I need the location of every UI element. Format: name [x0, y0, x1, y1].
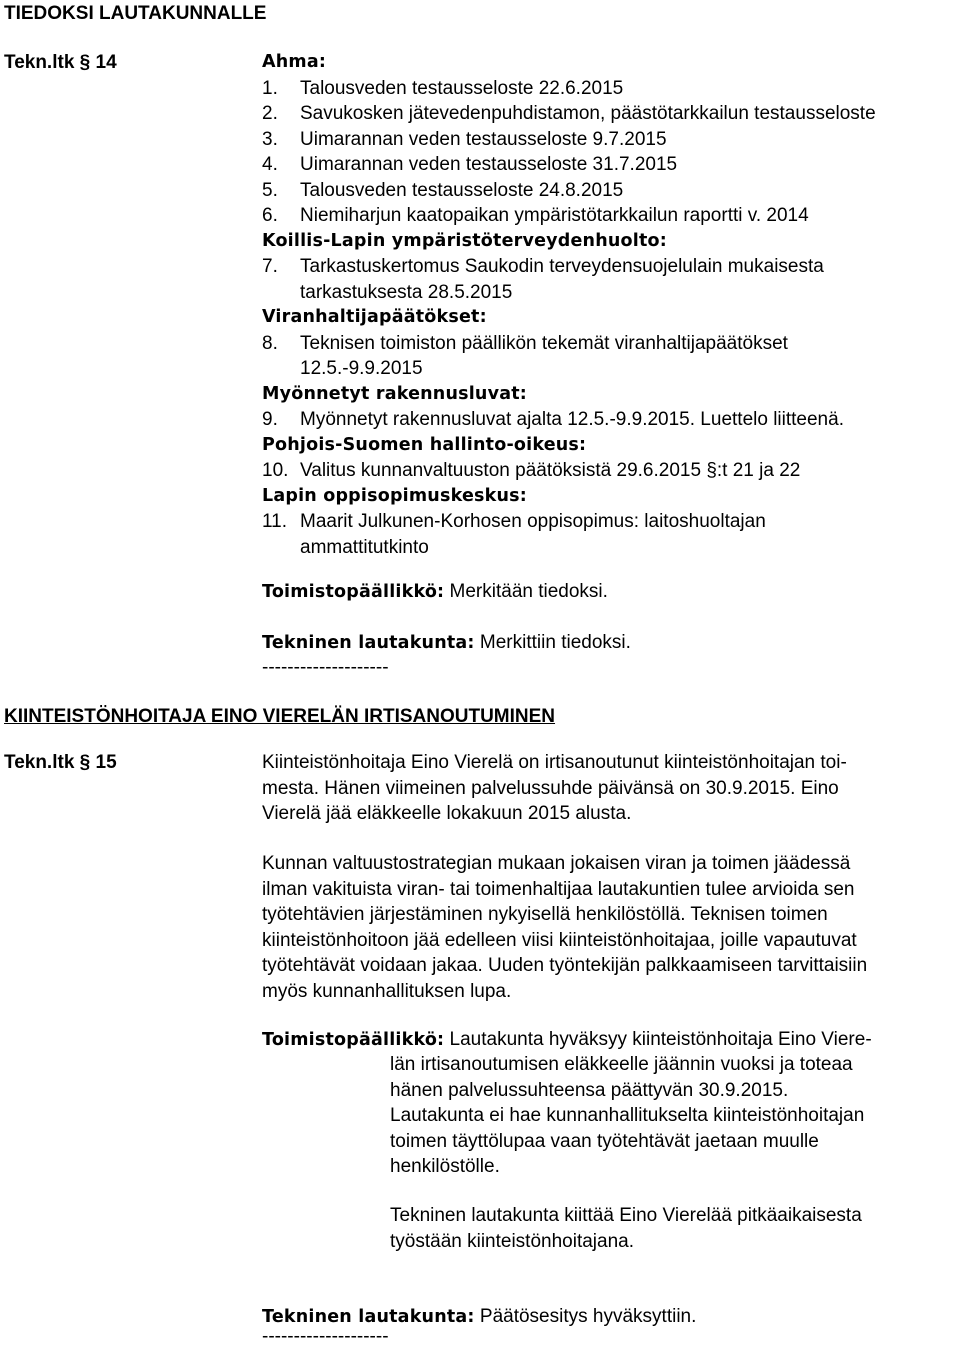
- proposal-text: Lautakunta hyväksyy kiinteistönhoitaja Eino Viere-: [449, 1029, 872, 1050]
- decision-text: Päätösesitys hyväksyttiin.: [479, 1306, 697, 1327]
- list-item: [262, 331, 876, 382]
- item-text: Tarkastuskertomus Saukodin terveydensuojelulain mukaisesta: [300, 256, 824, 277]
- proposal-label: Toimistopäällikkö:: [262, 582, 445, 602]
- list-item: [262, 101, 876, 127]
- proposal-label: Toimistopäällikkö:: [262, 1030, 445, 1050]
- text-line: työtehtävien järjestäminen nykyisellä henkilöstöllä. Teknisen toimen: [262, 904, 828, 925]
- section-heading: KIINTEISTÖNHOITAJA EINO VIERELÄN IRTISANOUTUMINEN: [4, 706, 556, 727]
- paragraph: [262, 750, 952, 827]
- item-text: ammattitutkinto: [300, 536, 429, 558]
- text-line: mesta. Hänen viimeinen palvelussuhde päivänsä on 30.9.2015. Eino: [262, 777, 839, 799]
- item-number: 4.: [262, 154, 278, 175]
- text-line: myös kunnanhallituksen lupa.: [262, 980, 512, 1002]
- item-text: Teknisen toimiston päällikön tekemät viranhaltijapäätökset: [300, 332, 788, 354]
- proposal-extra: [390, 1203, 862, 1254]
- list-item: [262, 407, 876, 433]
- item-number: 9.: [262, 409, 278, 430]
- item-number: 8.: [262, 332, 278, 354]
- item-number: 3.: [262, 128, 278, 150]
- decision-text: Merkittiin tiedoksi.: [479, 632, 631, 653]
- item-text: Valitus kunnanvaltuuston päätöksistä 29.6.2015 §:t 21 ja 22: [300, 460, 801, 481]
- item-text: Uimarannan veden testausseloste 31.7.2015: [300, 154, 678, 175]
- notice-list: [262, 50, 876, 560]
- item-text: Uimarannan veden testausseloste 9.7.2015: [300, 128, 667, 150]
- list-item: [262, 254, 876, 305]
- text-line: ilman vakituista viran- tai toimenhaltijaa lautakuntien tulee arvioida sen: [262, 878, 855, 900]
- text-line: kiinteistönhoitoon jää edelleen viisi kiinteistönhoitajaa, joille vapautuvat: [262, 929, 857, 951]
- item-text: 12.5.-9.9.2015: [300, 358, 423, 379]
- item-text: Talousveden testausseloste 22.6.2015: [300, 77, 624, 99]
- item-number: 2.: [262, 103, 278, 124]
- text-line: Kiinteistönhoitaja Eino Vierelä on irtisanoutunut kiinteistönhoitajan toi-: [262, 752, 847, 773]
- list-item: [262, 152, 876, 178]
- text-line: Lautakunta ei hae kunnanhallitukselta kiinteistönhoitajan: [390, 1105, 865, 1126]
- item-number: 5.: [262, 179, 278, 201]
- text-line: työtehtävät voidaan jakaa. Uuden työntekijän palkkaamiseen tarvittaisiin: [262, 955, 868, 976]
- text-line: län irtisanoutumisen eläkkeelle jäännin vuoksi ja toteaa: [390, 1054, 853, 1075]
- list-item: [262, 178, 876, 204]
- item-number: 7.: [262, 256, 278, 277]
- decision-label: Tekninen lautakunta:: [262, 1307, 475, 1327]
- text-line: toimen täyttölupaa vaan työtehtävät jaetaan muulle: [390, 1130, 819, 1152]
- list-item: [262, 458, 876, 484]
- section-heading: TIEDOKSI LAUTAKUNNALLE: [4, 3, 267, 24]
- text-line: työstään kiinteistönhoitajana.: [390, 1230, 634, 1252]
- item-text: Talousveden testausseloste 24.8.2015: [300, 179, 624, 201]
- proposal-line: [262, 579, 608, 606]
- text-line: Vierelä jää eläkkeelle lokakuun 2015 alusta.: [262, 803, 632, 824]
- item-number: 10.: [262, 460, 289, 481]
- text-line: Tekninen lautakunta kiittää Eino Vierelää pitkäaikaisesta: [390, 1205, 862, 1226]
- category-heading: Lapin oppisopimuskeskus:: [262, 485, 527, 506]
- decision-label: Tekninen lautakunta:: [262, 633, 475, 653]
- category-heading: Ahma:: [262, 52, 327, 72]
- proposal-continuation: [390, 1052, 864, 1180]
- text-line: Kunnan valtuustostrategian mukaan jokaisen viran ja toimen jäädessä: [262, 853, 851, 874]
- category-heading: Koillis-Lapin ympäristöterveydenhuolto:: [262, 230, 667, 251]
- text-line: henkilöstölle.: [390, 1156, 500, 1177]
- item-text: tarkastuksesta 28.5.2015: [300, 281, 513, 303]
- paragraph: [262, 851, 952, 1004]
- item-text: Savukosken jätevedenpuhdistamon, päästötarkkailun testausseloste: [300, 103, 876, 124]
- list-item: [262, 127, 876, 153]
- separator: --------------------: [262, 1326, 389, 1347]
- separator: --------------------: [262, 657, 389, 678]
- item-number: 6.: [262, 205, 278, 226]
- text-line: hänen palvelussuhteensa päättyvän 30.9.2015.: [390, 1079, 789, 1101]
- section-reference: Tekn.ltk § 15: [4, 752, 117, 773]
- proposal-line: [262, 1027, 872, 1054]
- item-text: Myönnetyt rakennusluvat ajalta 12.5.-9.9.2015. Luettelo liitteenä.: [300, 409, 844, 430]
- item-text: Niemiharjun kaatopaikan ympäristötarkkailun raportti v. 2014: [300, 205, 809, 226]
- section-reference: Tekn.ltk § 14: [4, 52, 117, 73]
- list-item: [262, 203, 876, 229]
- list-item: [262, 509, 876, 560]
- proposal-text: Merkitään tiedoksi.: [449, 581, 608, 602]
- category-heading: Pohjois-Suomen hallinto-oikeus:: [262, 434, 587, 455]
- decision-line: [262, 630, 631, 657]
- item-text: Maarit Julkunen-Korhosen oppisopimus: laitoshuoltajan: [300, 511, 766, 532]
- item-number: 11.: [262, 511, 288, 532]
- category-heading: Viranhaltijapäätökset:: [262, 307, 487, 327]
- category-heading: Myönnetyt rakennusluvat:: [262, 383, 527, 404]
- list-item: [262, 76, 876, 102]
- item-number: 1.: [262, 77, 278, 99]
